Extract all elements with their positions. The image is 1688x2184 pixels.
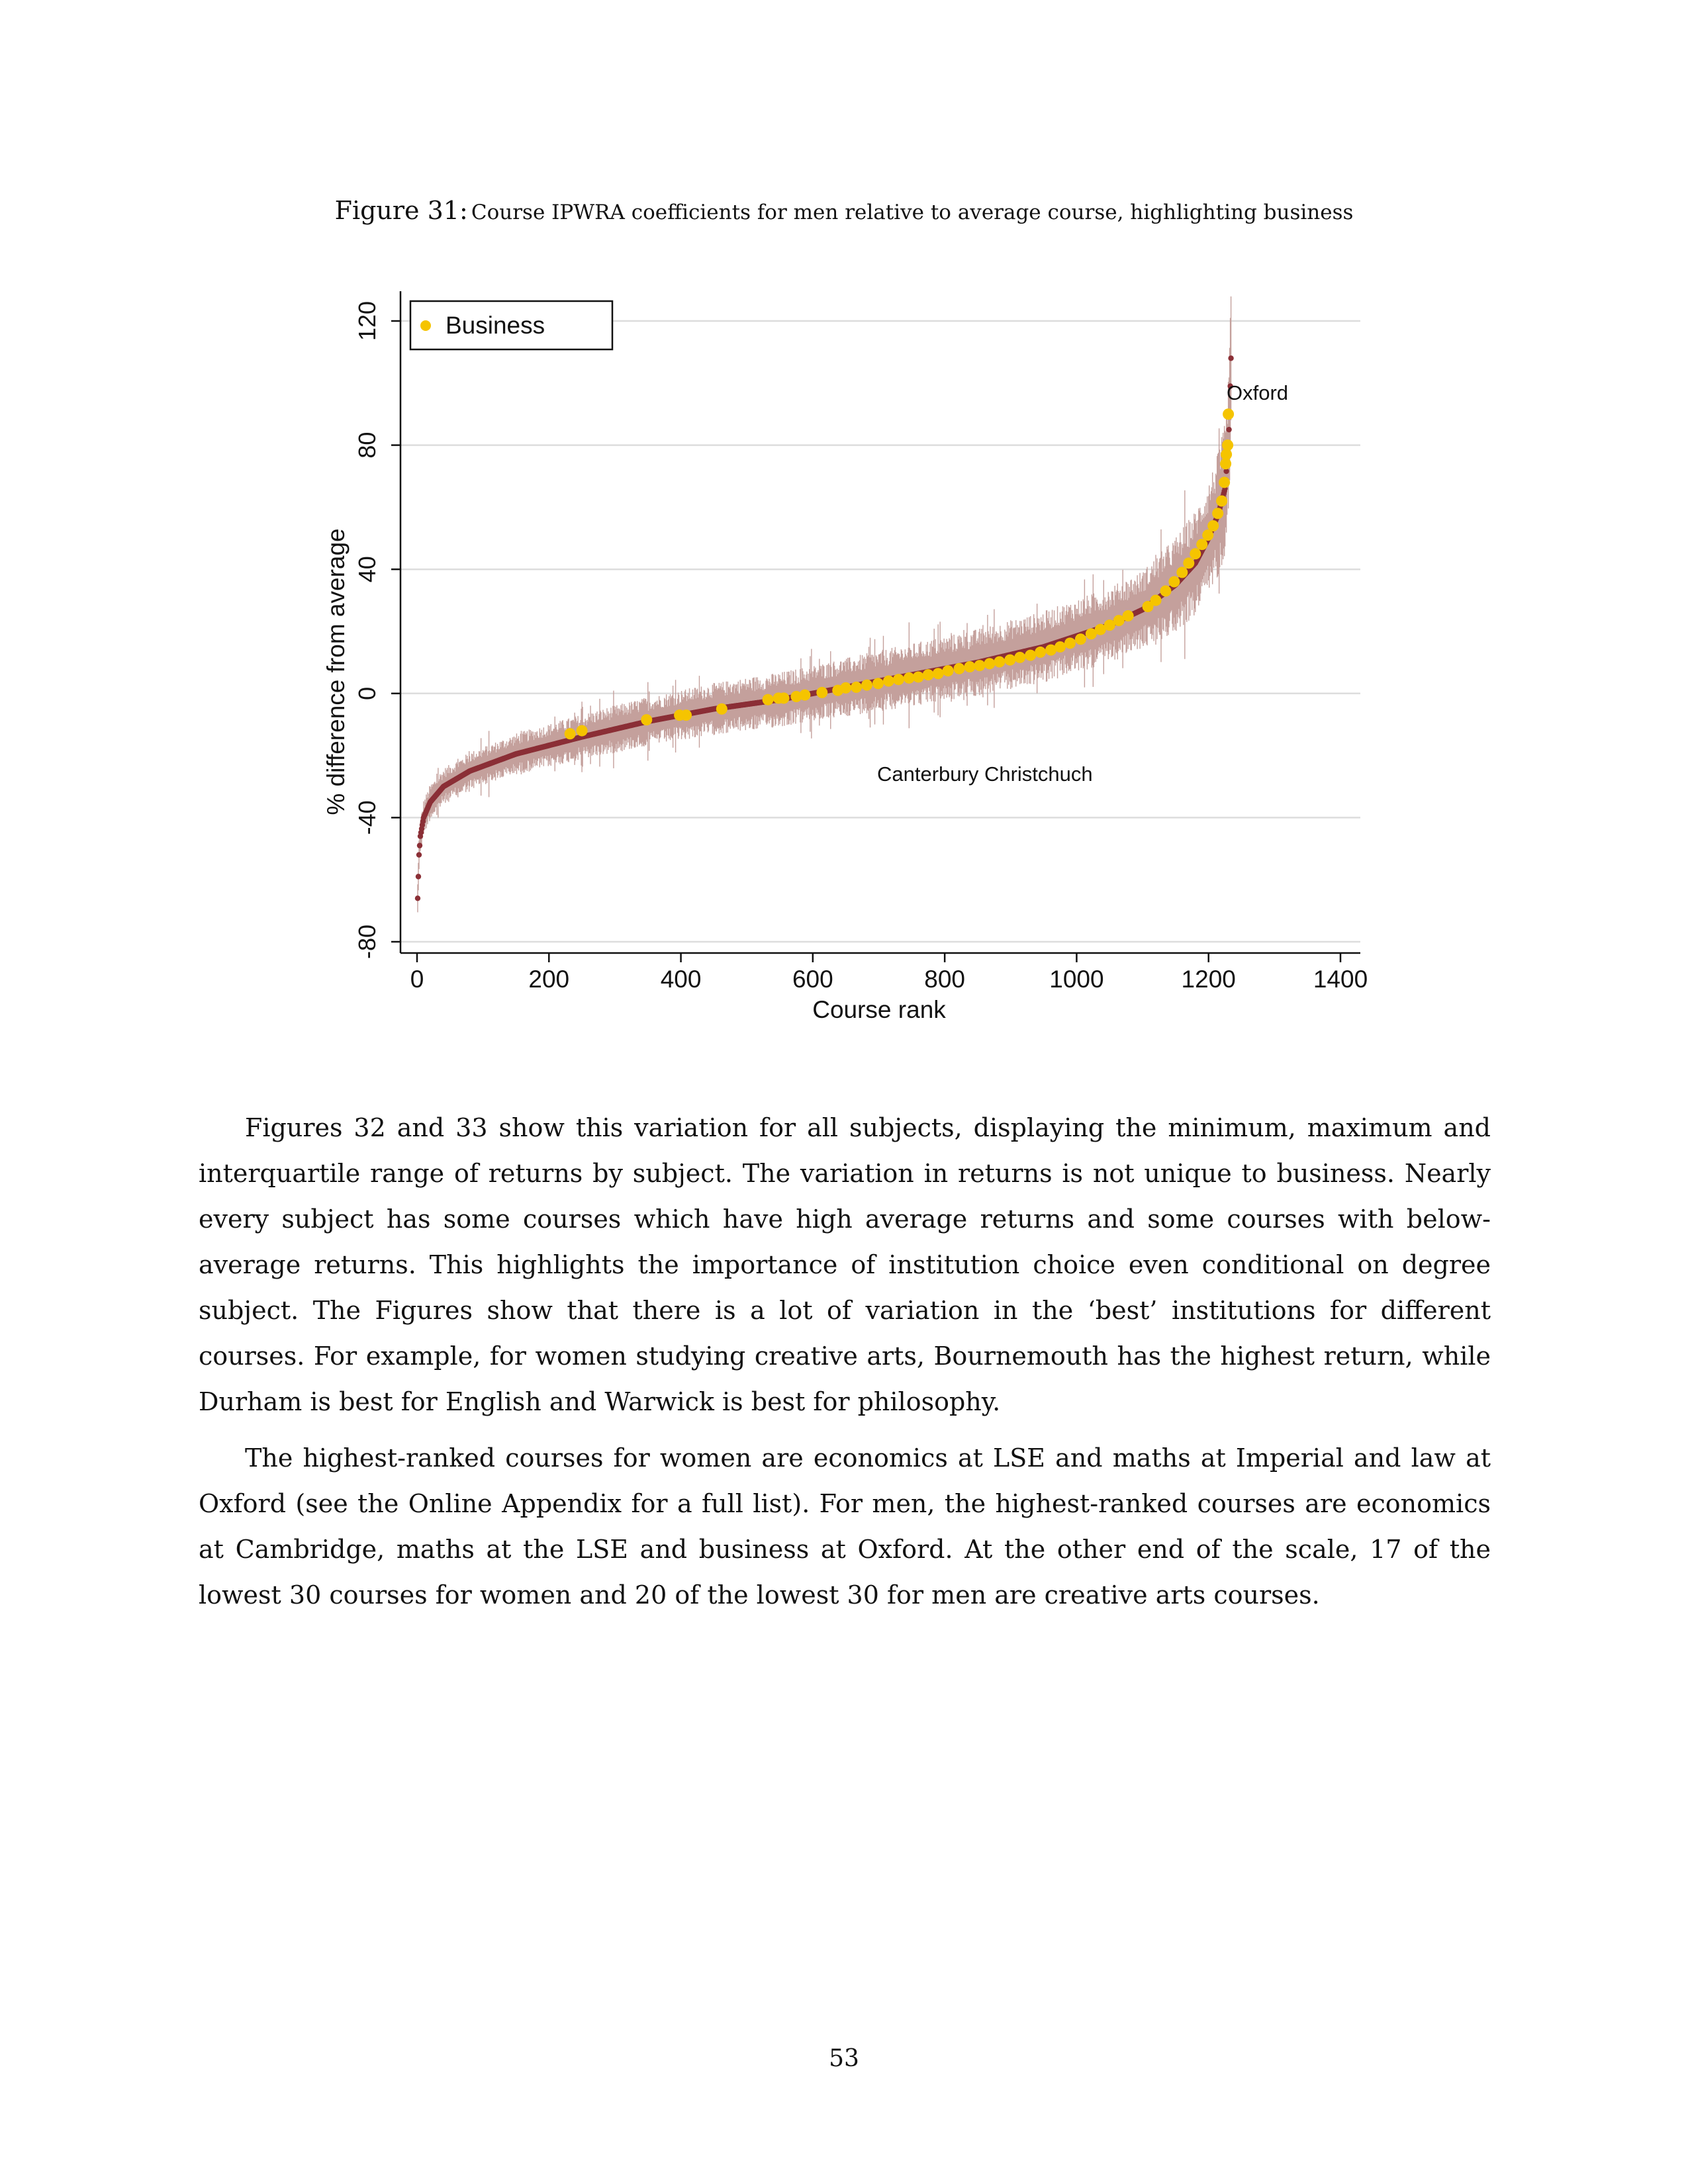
y-tick-label: 120 — [353, 300, 381, 341]
business-point — [1183, 557, 1194, 569]
business-point — [1123, 610, 1134, 621]
paragraph-1: Figures 32 and 33 show this variation for all subjects, displaying the minimum, maximum and interquartile range of returns by subject. The variation in returns is not unique to business. Nearly every subject has some courses which have high average returns and some courses with below-average returns. This highlights the importance of institution choice even conditional on degree subject. The Figures show that there is a lot of variation in the ‘best’ institutions for different courses. For example, for women studying creative arts, Bournemouth has the highest return, while Durham is best for English and Warwick is best for philosophy. — [199, 1113, 1491, 1416]
business-point — [816, 687, 827, 698]
annotation-canterbury: Canterbury Christchuch — [877, 762, 1093, 786]
business-point — [1196, 539, 1207, 550]
business-point — [1176, 567, 1188, 578]
annotation-oxford: Oxford — [1227, 381, 1289, 404]
business-point — [893, 674, 904, 685]
business-point — [872, 678, 884, 689]
business-point — [716, 704, 727, 715]
legend-marker-business — [420, 320, 431, 331]
business-point — [964, 661, 976, 672]
figure-caption-text: Course IPWRA coefficients for men relative to average course, highlighting business — [471, 201, 1354, 224]
page-number: 53 — [829, 2045, 859, 2072]
y-tick-label: -80 — [353, 924, 381, 960]
business-point — [851, 682, 862, 693]
business-point — [1216, 496, 1227, 507]
x-tick-label: 1400 — [1313, 966, 1368, 993]
business-point — [1075, 633, 1086, 645]
business-point — [1064, 637, 1076, 649]
figure-caption — [0, 196, 1688, 225]
business-point — [994, 656, 1005, 667]
business-point — [1004, 655, 1015, 666]
business-point — [974, 660, 985, 671]
business-point — [1207, 520, 1219, 531]
body-text — [199, 1105, 1491, 1629]
business-point — [923, 669, 934, 680]
business-point — [1160, 586, 1171, 597]
business-point — [1055, 641, 1066, 653]
business-point — [778, 692, 790, 704]
course-point — [1228, 355, 1233, 361]
business-point — [1212, 508, 1223, 519]
business-point — [577, 725, 588, 737]
y-tick-label: 80 — [353, 432, 381, 459]
x-axis-label: Course rank — [812, 996, 946, 1023]
x-tick-label: 800 — [924, 966, 966, 993]
business-point — [1219, 477, 1230, 488]
business-point — [883, 676, 894, 687]
business-point — [641, 714, 652, 725]
legend — [410, 301, 612, 349]
business-point — [1025, 650, 1036, 661]
business-point — [763, 694, 774, 705]
business-point — [954, 663, 965, 674]
course-point — [415, 895, 420, 901]
x-tick-label: 1000 — [1049, 966, 1104, 993]
business-point — [861, 680, 872, 691]
business-point — [913, 671, 924, 682]
business-point — [1222, 439, 1233, 451]
business-point — [1014, 652, 1025, 663]
business-point — [680, 709, 692, 721]
course-point — [417, 842, 422, 848]
course-point — [416, 852, 422, 857]
business-point — [1150, 595, 1162, 606]
x-tick-label: 200 — [528, 966, 570, 993]
y-tick-label: 0 — [353, 686, 381, 700]
figure-label: Figure 31: — [334, 196, 468, 225]
business-point — [943, 665, 954, 676]
business-point — [1168, 576, 1180, 587]
y-tick-label: -40 — [353, 800, 381, 835]
y-axis-label: % difference from average — [322, 528, 350, 815]
business-point — [1035, 647, 1046, 658]
x-tick-label: 400 — [660, 966, 702, 993]
x-tick-label: 600 — [792, 966, 833, 993]
business-point — [984, 658, 995, 669]
business-point — [1190, 548, 1201, 559]
business-point — [1223, 408, 1234, 420]
business-point — [933, 668, 944, 679]
business-point — [840, 682, 851, 694]
business-point — [565, 728, 576, 739]
legend-label-business: Business — [445, 312, 545, 339]
y-tick-label: 40 — [353, 556, 381, 583]
business-point — [799, 690, 810, 701]
course-point — [416, 874, 421, 879]
x-tick-label: 1200 — [1181, 966, 1236, 993]
x-tick-label: 0 — [410, 966, 424, 993]
paragraph-2: The highest-ranked courses for women are economics at LSE and maths at Imperial and law at Oxford (see the Online Appendix for a full list). For men, the highest-ranked courses are economics at Cambridge, maths at the LSE and business at Oxford. At the other end of the scale, 17 of the lowest 30 courses for women and 20 of the lowest 30 for men are creative arts courses. — [199, 1443, 1491, 1610]
course-point — [1226, 427, 1231, 432]
ipwra-scatter-chart — [285, 278, 1377, 1039]
